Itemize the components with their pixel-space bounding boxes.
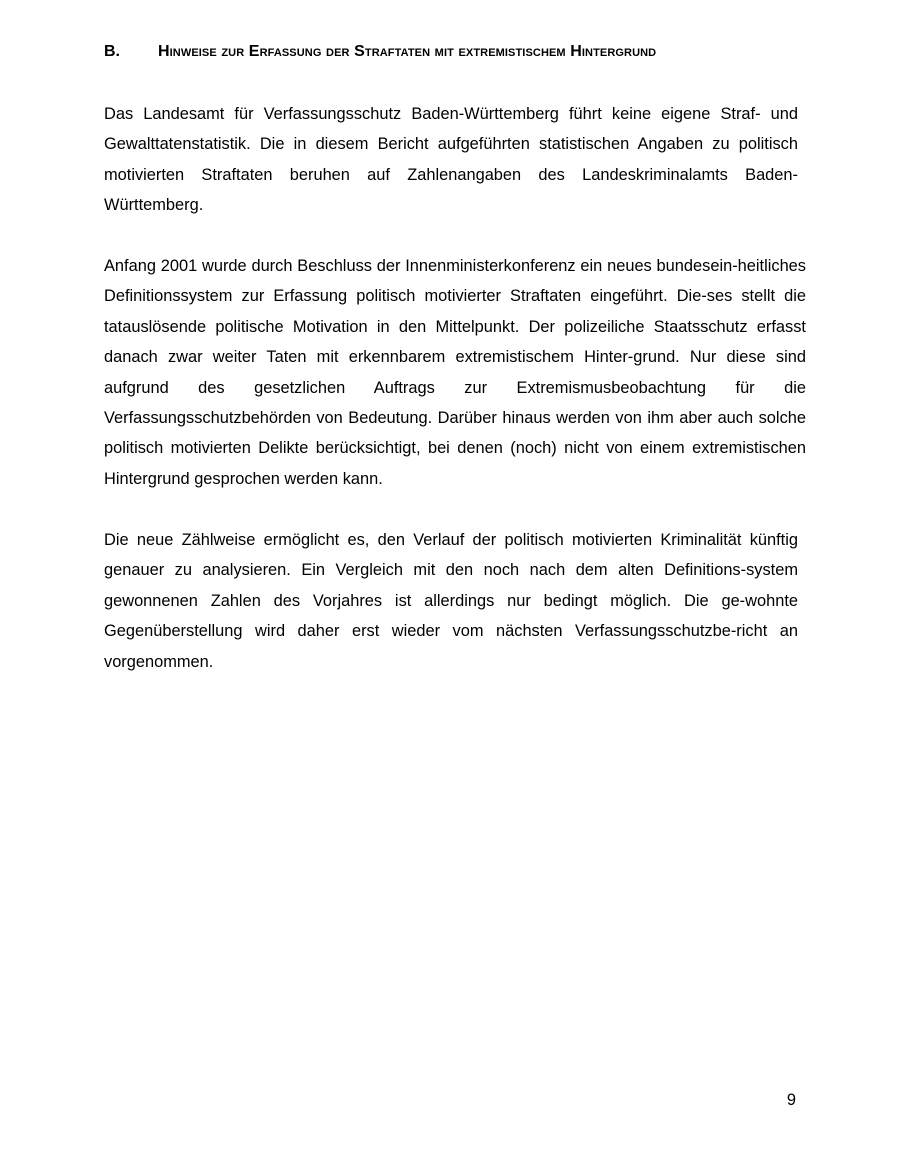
paragraph-statistics-source: Das Landesamt für Verfassungsschutz Baden-Württemberg führt keine eigene Straf- und Gewalttatenstatistik. Die in diesem Bericht aufgeführten statistischen Angaben zu politisch motivierten Straftaten beruhen auf Zahlenangaben des Landeskriminalamts Baden-Württemberg.: [104, 105, 798, 215]
page-number: 9: [786, 1091, 796, 1109]
paragraph-definition-system: Anfang 2001 wurde durch Beschluss der Innenministerkonferenz ein neues bundesein-heitliches Definitionssystem zur Erfassung politisch motivierter Straftaten eingeführt. Die-ses stellt die tatauslösende politische Motivation in den Mittelpunkt. Der polizeiliche Staatsschutz erfasst danach zwar weiter Taten mit erkennbarem extremistischem Hinter-grund. Nur diese sind aufgrund des gesetzlichen Auftrags zur Extremismusbeobachtung für die Verfassungsschutzbehörden von Bedeutung. Darüber hinaus werden von ihm aber auch solche politisch motivierten Delikte berücksichtigt, bei denen (noch) nicht von einem extremistischen Hintergrund gesprochen werden kann.: [104, 257, 806, 488]
section-heading: [104, 42, 804, 62]
section-title: Hinweise zur Erfassung der Straftaten mit extremistischem Hintergrund: [158, 43, 657, 60]
section-number: B.: [104, 43, 120, 60]
paragraph-comparison-note: Die neue Zählweise ermöglicht es, den Verlauf der politisch motivierten Kriminalität künftig genauer zu analysieren. Ein Vergleich mit den noch nach dem alten Definitions-system gewonnenen Zahlen des Vorjahres ist allerdings nur bedingt möglich. Die ge-wohnte Gegenüberstellung wird daher erst wieder vom nächsten Verfassungsschutzbe-richt an vorgenommen.: [104, 531, 798, 671]
